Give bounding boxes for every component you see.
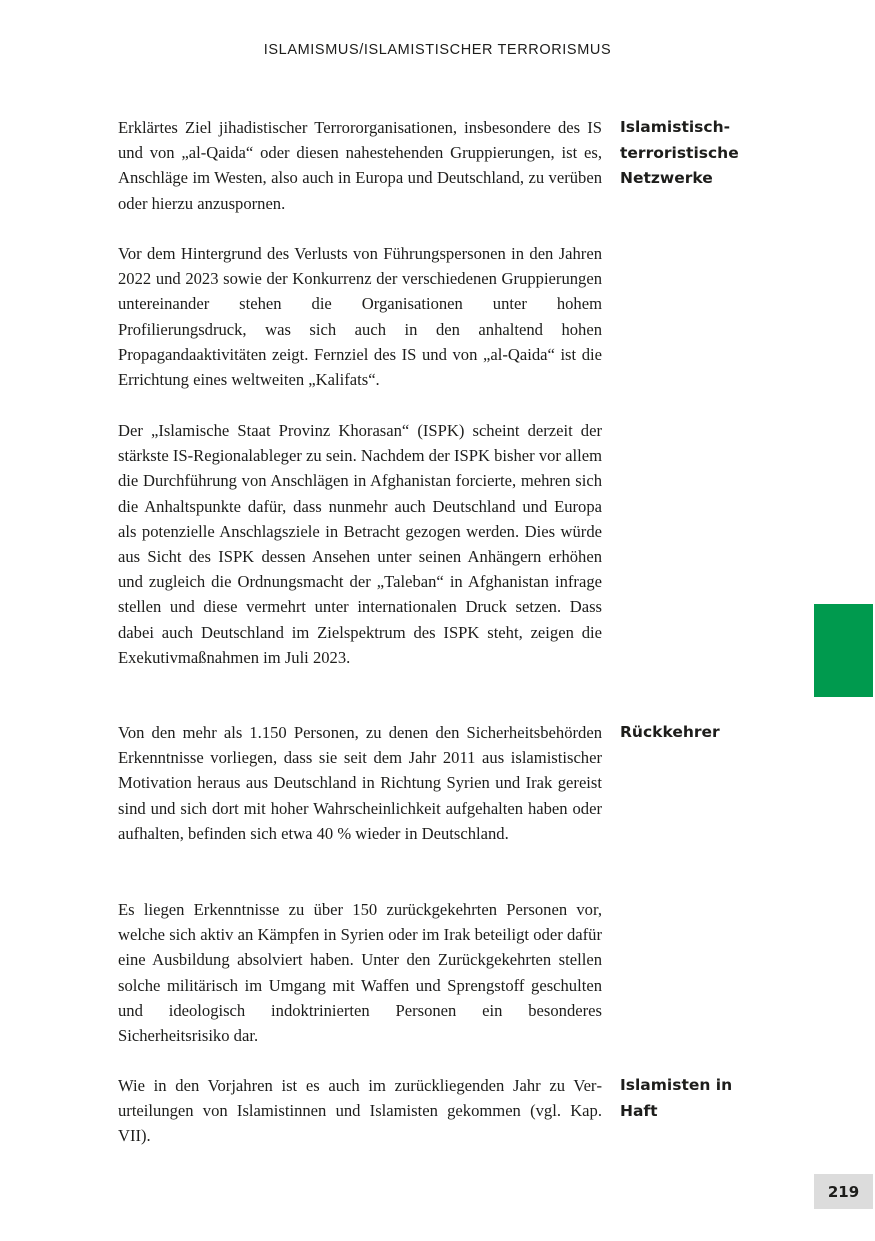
- page-number: 219: [814, 1174, 873, 1209]
- paragraph-jihadist-goals: Erklärtes Ziel jihadistischer Terrororganisationen, insbesondere des IS und von „al-Qaida“ oder diesen nahestehenden Gruppierungen, ist es, Anschläge im Westen, also auch in Europa und Deutschland, zu verüben oder hierzu anzuspornen.: [118, 118, 602, 213]
- chapter-tab-marker: [814, 604, 873, 697]
- side-heading-prison: Islamisten in Haft: [620, 1076, 733, 1120]
- side-heading-networks: Islamistisch-terroristische Netzwerke: [620, 118, 739, 187]
- paragraph-travellers: Von den mehr als 1.150 Personen, zu denen den Sicherheitsbehörden Erkenntnisse vorliegen, dass sie seit dem Jahr 2011 aus islamistischer Motivation heraus aus Deutschland in Richtung Syrien und Irak gereist sind und sich dort mit hoher Wahrscheinlichkeit aufgehalten haben oder aufhalten, befinden sich etwa 40 % wieder in Deutschland.: [118, 723, 602, 843]
- paragraph-convictions: Wie in den Vorjahren ist es auch im zurückliegenden Jahr zu Verurteilungen von Islamistinnen und Islamisten gekommen (vgl. Kap. VII).: [118, 1076, 602, 1146]
- running-header: ISLAMISMUS/ISLAMISTISCHER TERRORISMUS: [263, 42, 612, 58]
- paragraph-returned-fighters: Es liegen Erkenntnisse zu über 150 zurückgekehrten Personen vor, welche sich aktiv an Kämpfen in Syrien oder im Irak beteiligt oder dafür eine Ausbildung absolviert haben. Unter den Zurückgekehrten stellen solche militärisch im Umgang mit Waffen und Sprengstoff geschulten und ideologisch indoktrinierten Personen ein besonderes Sicherheitsrisiko dar.: [118, 900, 602, 1046]
- side-heading-returnees: Rückkehrer: [620, 723, 720, 741]
- paragraph-ispk: Der „Islamische Staat Provinz Khorasan“ (ISPK) scheint derzeit der stärkste IS-Regionalableger zu sein. Nachdem der ISPK bisher vor allem die Durchführung von Anschlägen in Afghanistan forcierte, mehren sich die Anhaltspunkte dafür, dass nunmehr auch Deutschland und Europa als potenzielle Anschlagsziele in Betracht gezogen werden. Dies würde aus Sicht des ISPK dessen Ansehen unter seinen Anhängern erhöhen und zugleich die Ordnungsmacht der „Taleban“ in Afghanistan infrage stellen und diese vermehrt unter internationalen Druck setzen. Dass dabei auch Deutschland im Zielspektrum des ISPK steht, zeigen die Exekutivmaßnahmen im Juli 2023.: [118, 421, 602, 667]
- paragraph-leadership-loss: Vor dem Hintergrund des Verlusts von Führungspersonen in den Jahren 2022 und 2023 sowie der Konkurrenz der verschiedenen Gruppierungen untereinander stehen die Organisationen unter hohem Profilierungsdruck, was sich auch in den anhaltend hohen Propagandaaktivitäten zeigt. Fernziel des IS und von „al-Qaida“ ist die Errichtung eines weltweiten „Kalifats“.: [118, 244, 602, 390]
